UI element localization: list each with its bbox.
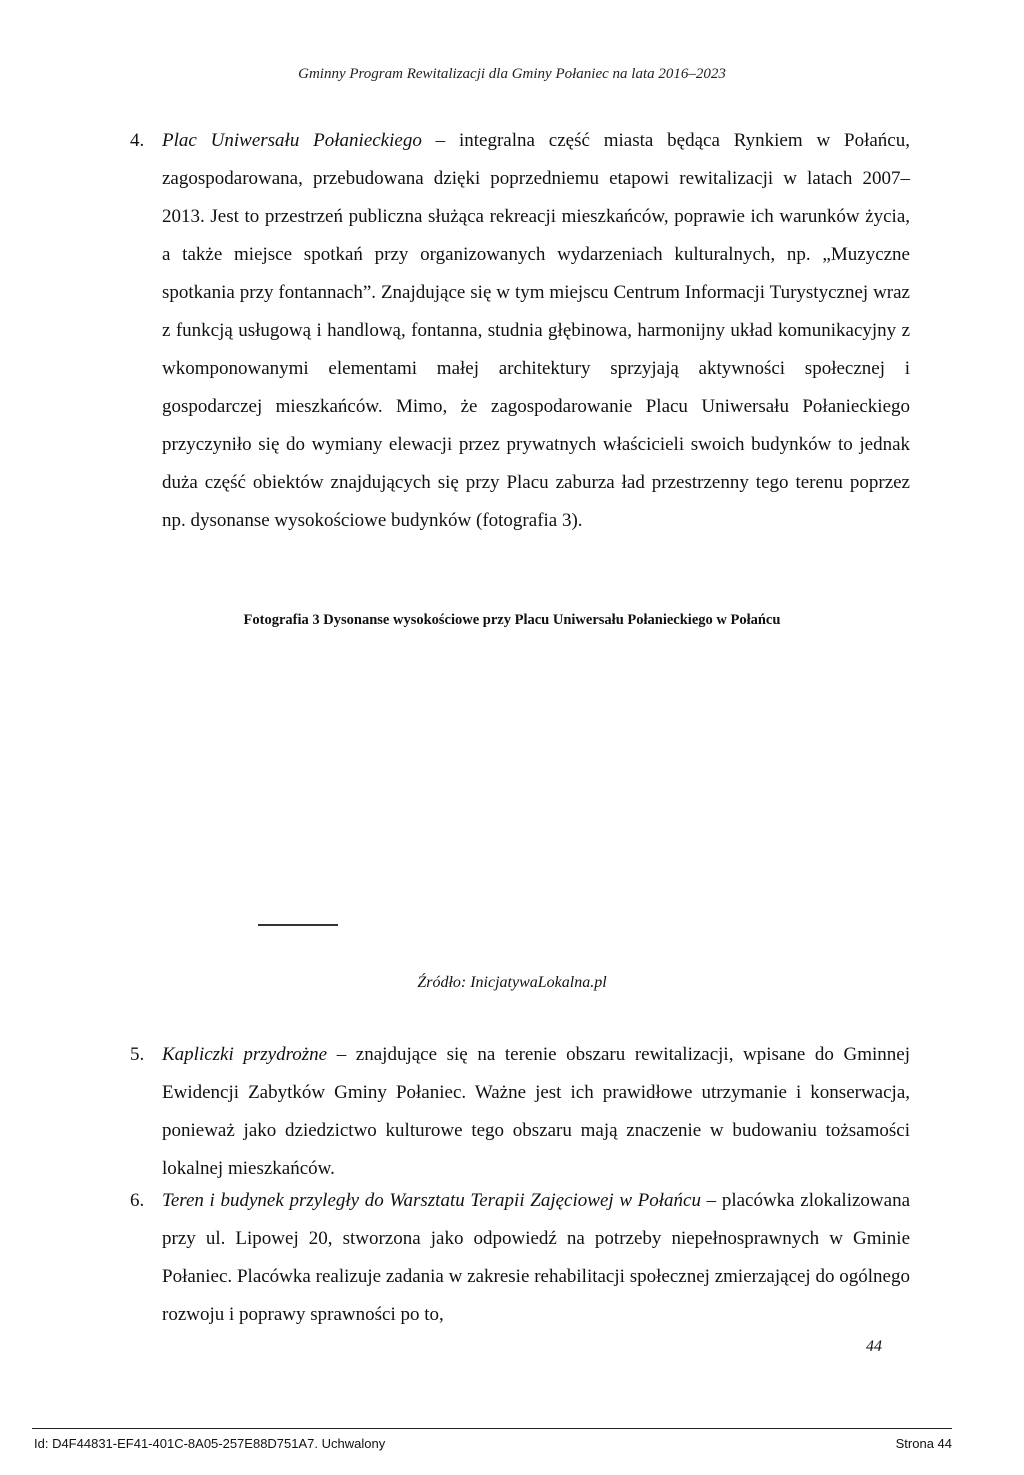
list-item-number: 5. xyxy=(130,1044,145,1065)
list-item-5 xyxy=(130,1036,910,1188)
photo-source: Źródło: InicjatywaLokalna.pl xyxy=(417,974,607,991)
list-item-title: Kapliczki przydrożne xyxy=(162,1044,328,1065)
footer-divider xyxy=(32,1428,952,1429)
list-item-body xyxy=(162,1036,910,1188)
photo-caption: Fotografia 3 Dysonanse wysokościowe przy Placu Uniwersału Połanieckiego w Połańcu xyxy=(243,612,781,628)
list-item-title: Plac Uniwersału Połanieckiego xyxy=(162,130,422,151)
photo-placeholder xyxy=(160,650,860,950)
running-header: Gminny Program Rewitalizacji dla Gminy Połaniec na lata 2016–2023 xyxy=(298,66,726,82)
footer-page-label: Strona 44 xyxy=(895,1436,952,1451)
list-item-text: – znajdujące się na terenie obszaru rewitalizacji, wpisane do Gminnej Ewidencji Zabytków Gminy Połaniec. Ważne jest ich prawidłowe utrzymanie i konserwacja, ponieważ jako dziedzictwo kulturowe tego obszaru mają znaczenie w budowaniu tożsamości lokalnej mieszkańców. xyxy=(162,1044,910,1179)
list-item-number: 4. xyxy=(130,130,145,151)
list-item-4 xyxy=(130,122,910,540)
list-item-text: – integralna część miasta będąca Rynkiem w Połańcu, zagospodarowana, przebudowana dzięki poprzedniemu etapowi rewitalizacji w latach 2007–2013. Jest to przestrzeń publiczna służąca rekreacji mieszkańców, poprawie ich warunków życia, a także miejsce spotkań przy organizowanych wydarzeniach kulturalnych, np. „Muzyczne spotkania przy fontannach”. Znajdujące się w tym miejscu Centrum Informacji Turystycznej wraz z funkcją usługową i handlową, fontanna, studnia głębinowa, harmonijny układ komunikacyjny z wkomponowanymi elementami małej architektury sprzyjają aktywności społecznej i gospodarczej mieszkańców. Mimo, że zagospodarowanie Placu Uniwersału Połanieckiego przyczyniło się do wymiany elewacji przez prywatnych właścicieli swoich budynków to jednak duża część obiektów znajdujących się przy Placu zaburza ład przestrzenny tego terenu poprzez np. dysonanse wysokościowe budynków (fotografia 3). xyxy=(162,130,910,531)
list-item-title: Teren i budynek przyległy do Warsztatu Terapii Zajęciowej w Połańcu xyxy=(162,1190,701,1211)
list-item-number: 6. xyxy=(130,1190,145,1211)
page-number: 44 xyxy=(866,1338,882,1355)
document-id: Id: D4F44831-EF41-401C-8A05-257E88D751A7. Uchwalony xyxy=(34,1436,386,1451)
list-item-6 xyxy=(130,1182,910,1334)
list-item-body xyxy=(162,1182,910,1334)
list-item-body xyxy=(162,122,910,540)
list-item-text: – placówka zlokalizowana przy ul. Lipowej 20, stworzona jako odpowiedź na potrzeby niepełnosprawnych w Gminie Połaniec. Placówka realizuje zadania w zakresie rehabilitacji społecznej zmierzającej do ogólnego rozwoju i poprawy sprawności po to, xyxy=(162,1190,910,1325)
photo-remnant-line xyxy=(258,924,338,926)
